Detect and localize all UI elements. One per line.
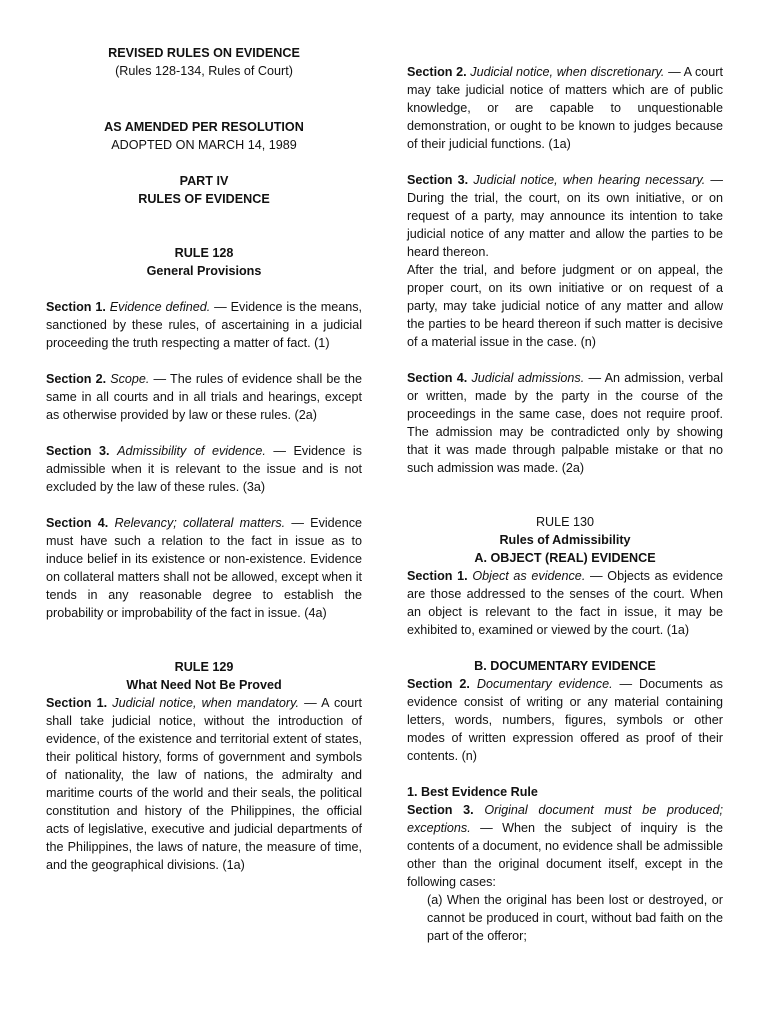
rule-130-section-3: [407, 801, 723, 891]
rule-128-section-2: [46, 370, 362, 424]
section-heading: Object as evidence.: [472, 569, 586, 583]
rule-130-section-2: [407, 675, 723, 765]
section-body: — The rules of evidence shall be the same in all courts and in all trials and hearings, except as otherwise provided by law or these rules. (2a): [46, 372, 362, 422]
left-column: [46, 44, 362, 874]
amended-title: AS AMENDED PER RESOLUTION: [104, 120, 304, 134]
rule-128-section-4: [46, 514, 362, 622]
section-label: Section 3.: [46, 444, 110, 458]
rule-128-section-1: [46, 298, 362, 352]
best-evidence-rule-heading: 1. Best Evidence Rule: [407, 785, 538, 799]
section-body: — A court shall take judicial notice, without the introduction of evidence, of the existence and territorial extent of states, their political history, forms of government and symbols of nationality, the law of nations, the admiralty and maritime courts of the world and their seals, the political constitution and history of the Philippines, the official acts of legislative, executive and judicial departments of the Philippines, the laws of nature, the measure of time, and the geographical divisions. (1a): [46, 696, 362, 872]
amended-date: ADOPTED ON MARCH 14, 1989: [111, 138, 297, 152]
rule-128-subtitle: General Provisions: [146, 264, 262, 278]
section-heading: Judicial notice, when hearing necessary.: [473, 173, 706, 187]
section-label: Section 4.: [407, 371, 468, 385]
rule-128-section-3: [46, 442, 362, 496]
section-body: — When the subject of inquiry is the contents of a document, no evidence shall be admissible other than the original document itself, except in the following cases:: [407, 821, 723, 889]
section-label: Section 1.: [407, 569, 468, 583]
rule-129-section-4: [407, 369, 723, 477]
section-label: Section 1.: [46, 300, 106, 314]
document-title: REVISED RULES ON EVIDENCE: [108, 46, 300, 60]
document-subtitle: (Rules 128-134, Rules of Court): [115, 64, 293, 78]
section-body: — An admission, verbal or written, made by the party in the course of the proceedings in the same case, does not require proof. The admission may be contradicted only by showing that it was made through palpable mistake or that no such admission was made. (2a): [407, 371, 723, 475]
section-label: Section 3.: [407, 803, 474, 817]
section-body: — A court may take judicial notice of matters which are of public knowledge, or are capable to unquestionable demonstration, or ought to be known to judges because of their judicial functions. (1a): [407, 65, 723, 151]
rule-129-section-2: [407, 63, 723, 153]
section-body: — Documents as evidence consist of writing or any material containing letters, words, numbers, figures, symbols or other modes of written expression offered as proof of their contents. (n): [407, 677, 723, 763]
section-heading: Evidence defined.: [109, 300, 211, 314]
section-label: Section 2.: [407, 65, 467, 79]
section-heading: Judicial admissions.: [471, 371, 585, 385]
section-heading: Judicial notice, when discretionary.: [470, 65, 665, 79]
rule-129-title: RULE 129: [174, 660, 234, 674]
rule-130-part-b-heading: B. DOCUMENTARY EVIDENCE: [474, 659, 656, 673]
section-heading: Documentary evidence.: [476, 677, 613, 691]
section-label: Section 1.: [46, 696, 108, 710]
rule-130-section-1: [407, 567, 723, 639]
rule-130-title: RULE 130: [535, 515, 595, 529]
rule-129-subtitle: What Need Not Be Proved: [126, 678, 282, 692]
section-heading: Admissibility of evidence.: [117, 444, 266, 458]
section-heading: Relevancy; collateral matters.: [114, 516, 286, 530]
section-heading: Scope.: [110, 372, 150, 386]
section-label: Section 2.: [407, 677, 470, 691]
rule-129-section-3-continued: After the trial, and before judgment or on appeal, the proper court, on its own initiative or on request of a party, may take judicial notice of any matter and allow the parties to be heard thereon if such matter is decisive of a material issue in the case. (n): [407, 263, 723, 349]
section-body: — Evidence is the means, sanctioned by these rules, of ascertaining in a judicial proceeding the truth respecting a matter of fact. (1): [46, 300, 363, 350]
part-title: PART IV: [179, 174, 229, 188]
rule-130-subtitle: Rules of Admissibility: [499, 533, 631, 547]
section-body: — Evidence is admissible when it is relevant to the issue and is not excluded by the law of these rules. (3a): [46, 444, 362, 494]
section-body: — Objects as evidence are those addressed to the senses of the court. When an object is relevant to the fact in issue, it may be exhibited to, examined or viewed by the court. (1a): [407, 569, 724, 637]
rule-129-section-1: [46, 694, 362, 874]
section-body: — Evidence must have such a relation to the fact in issue as to induce belief in its existence or non-existence. Evidence on collateral matters shall not be allowed, except when it tends in any reasonable degree to establish the probability or improbability of the fact in issue. (4a): [46, 516, 362, 620]
rule-129-section-3: [407, 171, 723, 261]
right-column: [407, 63, 723, 945]
section-label: Section 2.: [46, 372, 107, 386]
rule-128-title: RULE 128: [174, 246, 234, 260]
section-heading: Judicial notice, when mandatory.: [112, 696, 299, 710]
section-heading: Original document must be produced; exceptions.: [407, 803, 723, 835]
part-subtitle: RULES OF EVIDENCE: [138, 192, 270, 206]
rule-130-part-a-heading: A. OBJECT (REAL) EVIDENCE: [474, 551, 656, 565]
section-label: Section 3.: [407, 173, 469, 187]
rule-130-section-3-item-a: (a) When the original has been lost or destroyed, or cannot be produced in court, without bad faith on the part of the offeror;: [427, 893, 723, 943]
section-label: Section 4.: [46, 516, 109, 530]
section-body: — During the trial, the court, on its own initiative, or on request of a party, may announce its intention to take judicial notice of any matter and allow the parties to be heard thereon.: [407, 173, 724, 259]
